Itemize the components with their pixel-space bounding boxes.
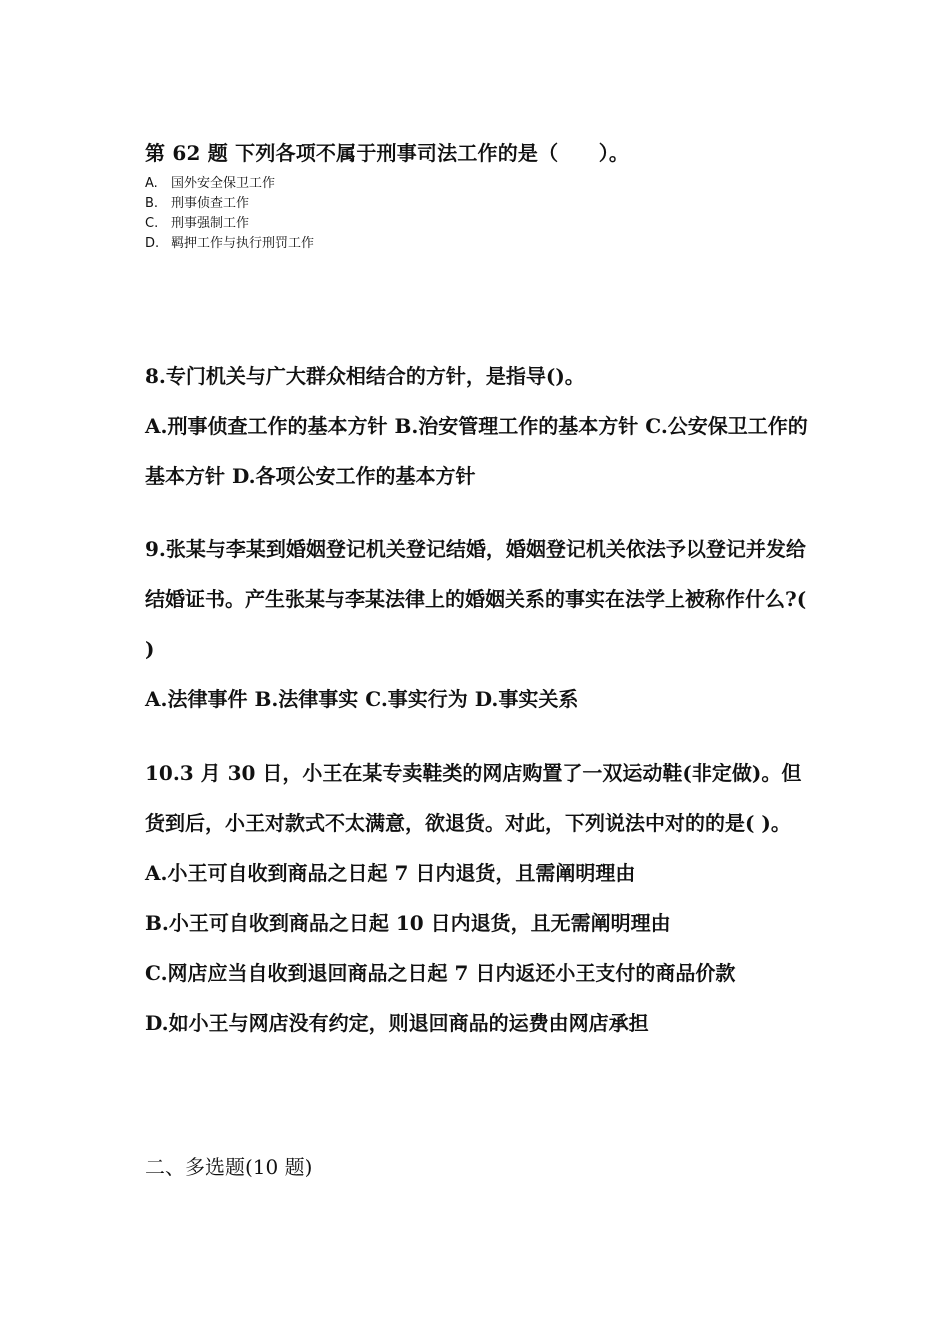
option-letter: C. — [145, 216, 159, 231]
question-62-option-b — [145, 194, 314, 214]
question-9 — [145, 524, 815, 724]
option-text: 刑事侦查工作 — [171, 196, 250, 211]
option-text: 刑事强制工作 — [171, 216, 250, 231]
question-8-options: A.刑事侦查工作的基本方针 B.治安管理工作的基本方针 C.公安保卫工作的基本方针 D.各项公安工作的基本方针 — [145, 414, 808, 488]
question-9-stem: 9.张某与李某到婚姻登记机关登记结婚，婚姻登记机关依法予以登记并发给结婚证书。产生张某与李某法律上的婚姻关系的事实在法学上被称作什么?( ) — [145, 537, 807, 661]
option-text: 羁押工作与执行刑罚工作 — [171, 236, 315, 251]
question-62-option-d — [145, 234, 314, 254]
question-10-stem: 10.3 月 30 日，小王在某专卖鞋类的网店购置了一双运动鞋(非定做)。但货到后，小王对款式不太满意，欲退货。对此，下列说法中对的的是( )。 — [145, 761, 802, 835]
question-62-options — [145, 174, 314, 254]
option-letter: D. — [145, 236, 160, 251]
question-10-option-a: A.小王可自收到商品之日起 7 日内退货，且需阐明理由 — [145, 861, 636, 885]
question-10-option-c: C.网店应当自收到退回商品之日起 7 日内返还小王支付的商品价款 — [145, 961, 736, 985]
option-letter: B. — [145, 196, 159, 211]
section-title-multiple-choice: 二、多选题(10 题) — [145, 1155, 313, 1179]
question-8 — [145, 351, 815, 501]
option-letter: A. — [145, 176, 158, 191]
question-62-option-a — [145, 174, 314, 194]
question-10-option-d: D.如小王与网店没有约定，则退回商品的运费由网店承担 — [145, 1011, 649, 1035]
question-62-title: 第 62 题 下列各项不属于刑事司法工作的是（ ）。 — [145, 141, 630, 165]
question-8-stem: 8.专门机关与广大群众相结合的方针，是指导()。 — [145, 364, 585, 388]
question-10 — [145, 748, 815, 1048]
option-text: 国外安全保卫工作 — [171, 176, 276, 191]
question-62-option-c — [145, 214, 314, 234]
question-9-options: A.法律事件 B.法律事实 C.事实行为 D.事实关系 — [145, 687, 579, 711]
question-10-option-b: B.小王可自收到商品之日起 10 日内退货，且无需阐明理由 — [145, 911, 671, 935]
